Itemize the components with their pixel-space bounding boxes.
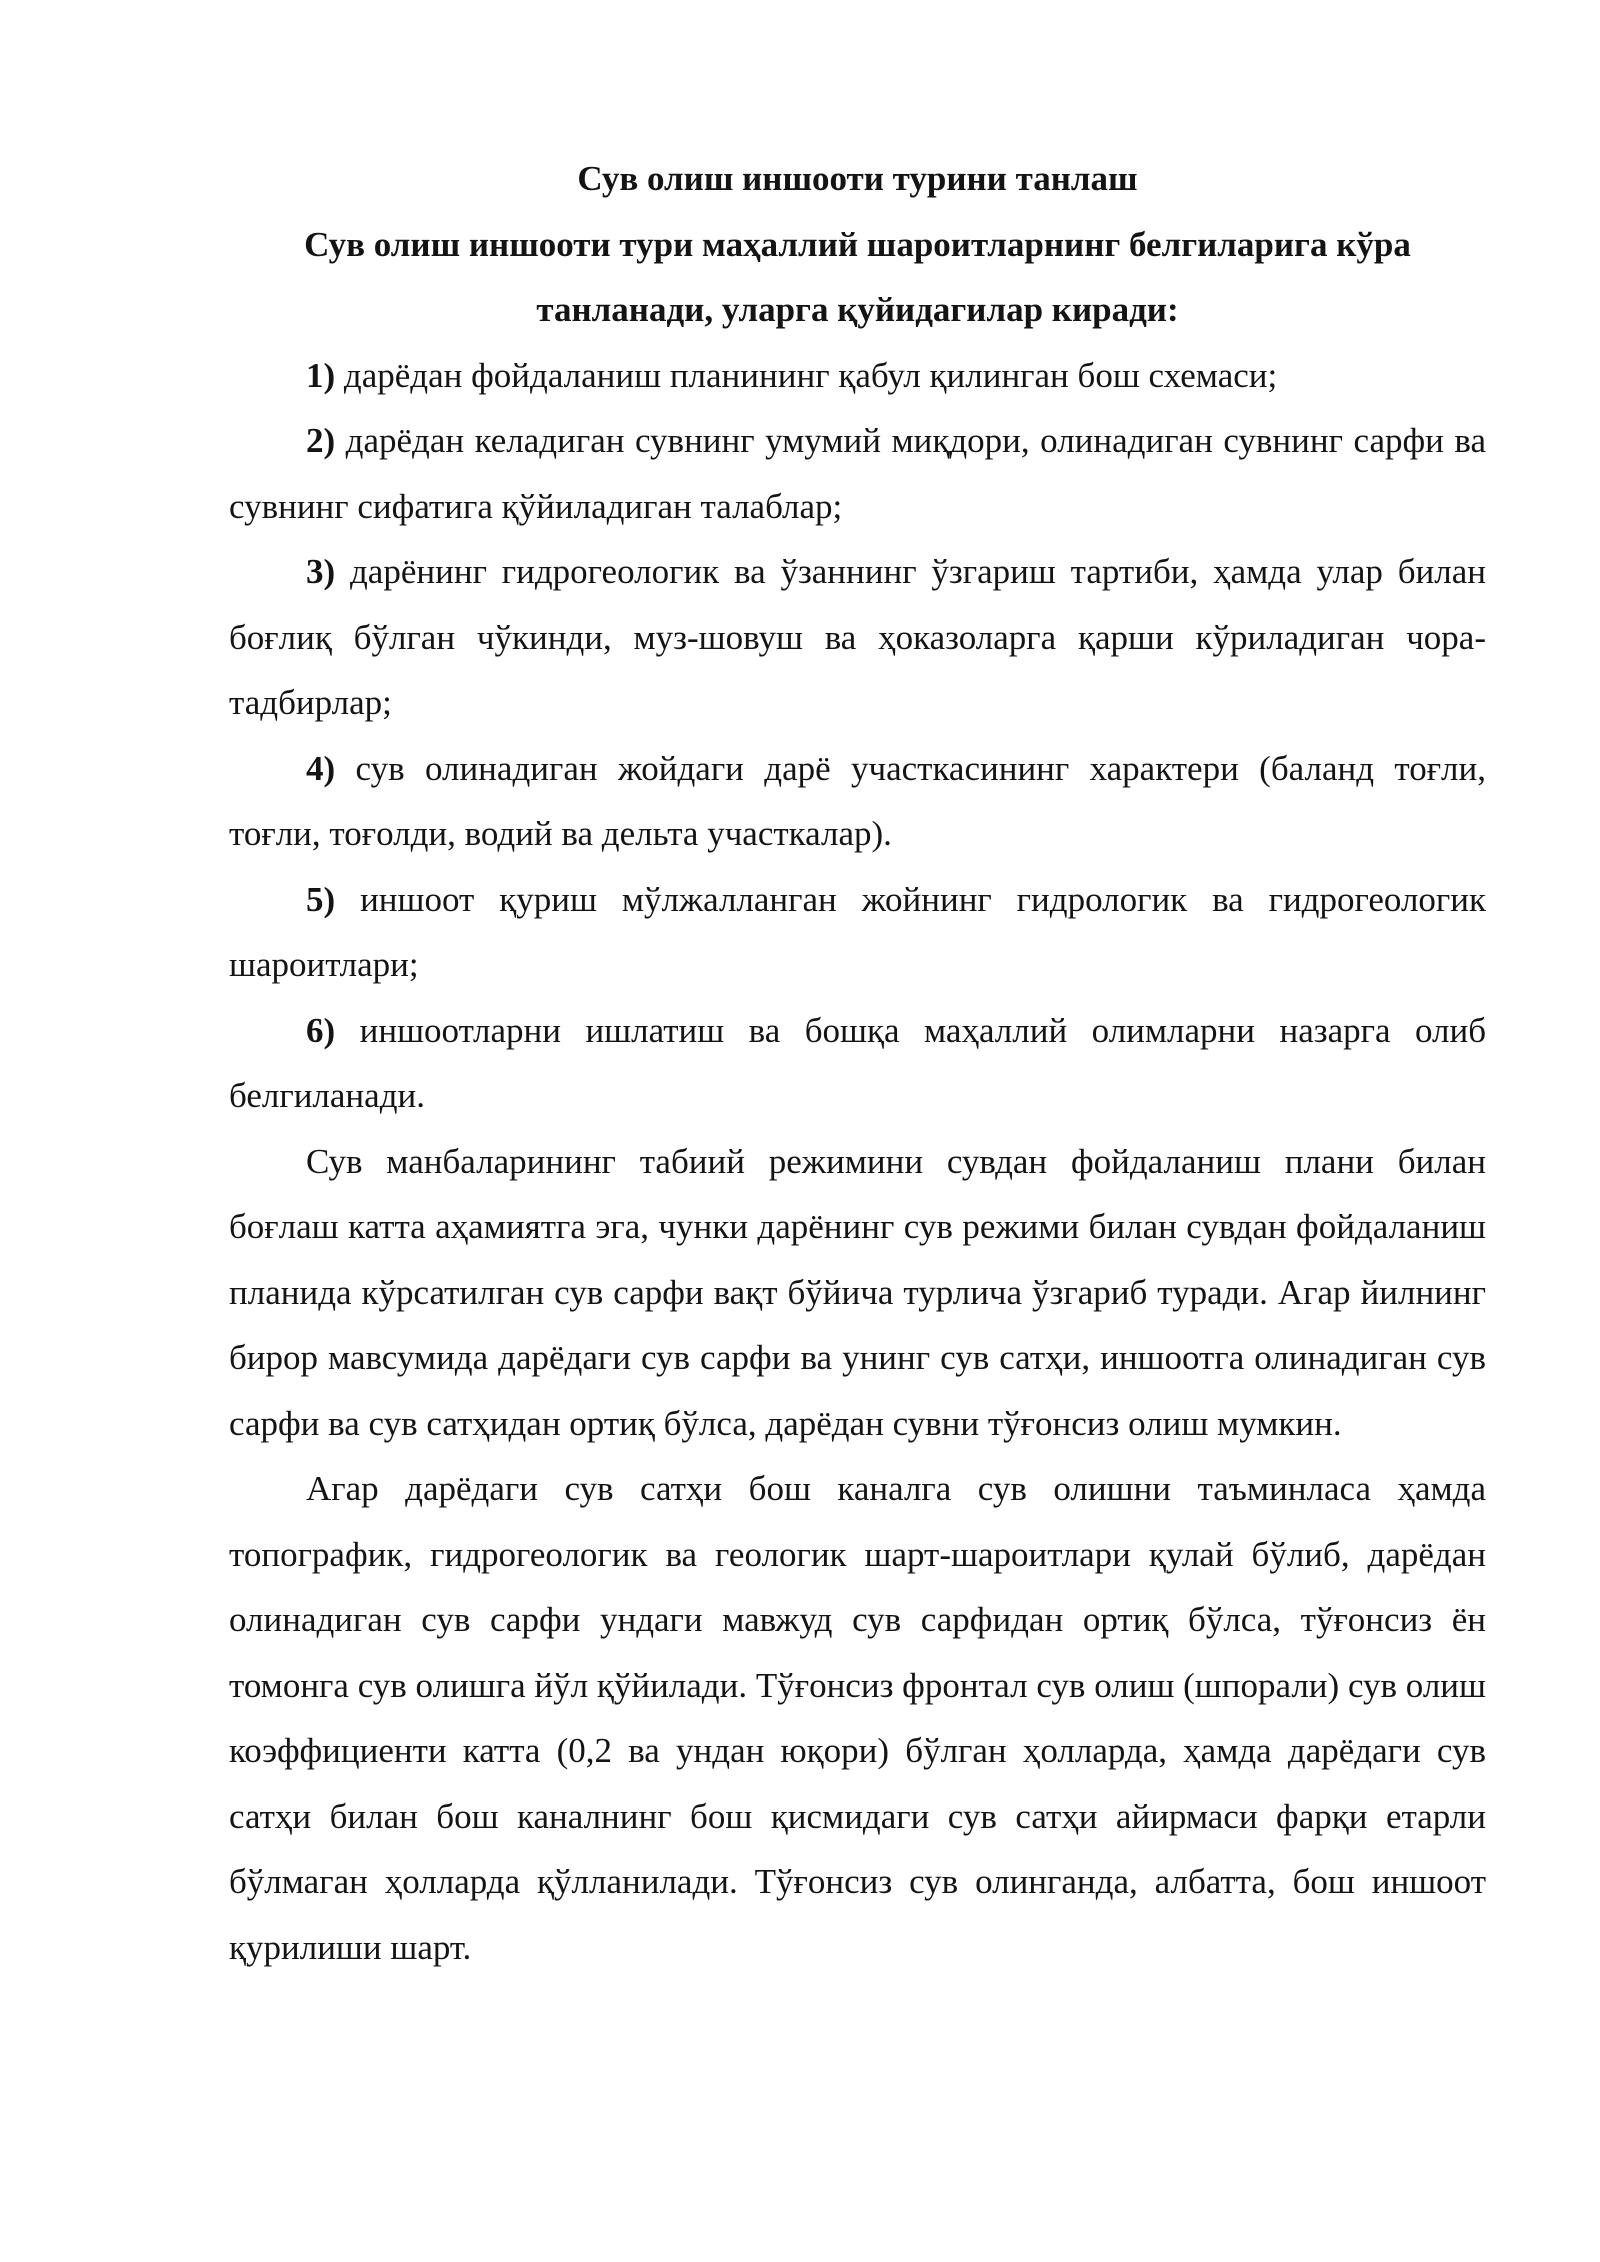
document-title: Сув олиш иншооти турини танлаш xyxy=(577,159,1138,198)
list-item xyxy=(229,867,1486,998)
list-item-text: иншоотларни ишлатиш ва бошқа маҳаллий олимларни назарга олиб белгиланади. xyxy=(229,1010,1487,1115)
body-paragraph: Сув манбаларининг табиий режимини сувдан фойдаланиш плани билан боғлаш катта аҳамиятга эга, чунки дарёнинг сув режими билан сувдан фойдаланиш планида кўрсатилган сув сарфи вақт бўйича турлича ўзгариб туради. Агар йилнинг бирор мавсумида дарёдаги сув сарфи ва унинг сув сатҳи, иншоотга олинадиган сув сарфи ва сув сатҳидан ортиқ бўлса, дарёдан сувни тўғонсиз олиш мумкин. xyxy=(229,1141,1486,1443)
list-item-number: 6) xyxy=(306,1010,336,1050)
list-item-number: 4) xyxy=(306,748,336,788)
list-item-text: дарёдан фойдаланиш планининг қабул қилинган бош схемаси; xyxy=(343,355,1278,395)
list-item-number: 2) xyxy=(306,421,336,460)
document-body xyxy=(229,146,1486,1980)
list-item-text: сув олинадиган жойдаги дарё участкасининг характери (баланд тоғли, тоғли, тоғолди, водий ва дельта участкалар). xyxy=(229,748,1486,853)
list-item-text: иншоот қуриш мўлжалланган жойнинг гидрологик ва гидрогеологик шароитлари; xyxy=(229,879,1487,984)
list-item-number: 1) xyxy=(306,355,336,395)
list-item-number: 5) xyxy=(306,879,336,919)
list-item-text: дарёдан келадиган сувнинг умумий миқдори, олинадиган сувнинг сарфи ва сувнинг сифатига қўйиладиган талаблар; xyxy=(229,421,1486,526)
list-item-number: 3) xyxy=(306,552,336,591)
list-item xyxy=(229,408,1486,539)
list-item-text: дарёнинг гидрогеологик ва ўзаннинг ўзгариш тартиби, ҳамда улар билан боғлиқ бўлган чўкинди, муз-шовуш ва ҳоказоларга қарши кўриладиган чора-тадбирлар; xyxy=(229,552,1487,722)
list-item xyxy=(229,998,1486,1129)
body-paragraph: Агар дарёдаги сув сатҳи бош каналга сув олишни таъминласа ҳамда топографик, гидрогеологик ва геологик шарт-шароитлари қулай бўлиб, дарёдан олинадиган сув сарфи ундаги мавжуд сув сарфидан ортиқ бўлса, тўғонсиз ён томонга сув олишга йўл қўйилади. Тўғонсиз фронтал сув олиш (шпорали) сув олиш коэффициенти катта (0,2 ва ундан юқори) бўлган ҳолларда, ҳамда дарёдаги сув сатҳи билан бош каналнинг бош қисмидаги сув сатҳи айирмаси фарқи етарли бўлмаган ҳолларда қўлланилади. Тўғонсиз сув олинганда, албатта, бош иншоот қурилиши шарт. xyxy=(229,1469,1486,1967)
document-subtitle: Сув олиш иншооти тури маҳаллий шароитларнинг белгиларига кўра танланади, уларга қуйидагилар киради: xyxy=(304,224,1411,329)
list-item xyxy=(229,343,1486,409)
list-item xyxy=(229,736,1486,867)
list-item xyxy=(229,539,1486,736)
